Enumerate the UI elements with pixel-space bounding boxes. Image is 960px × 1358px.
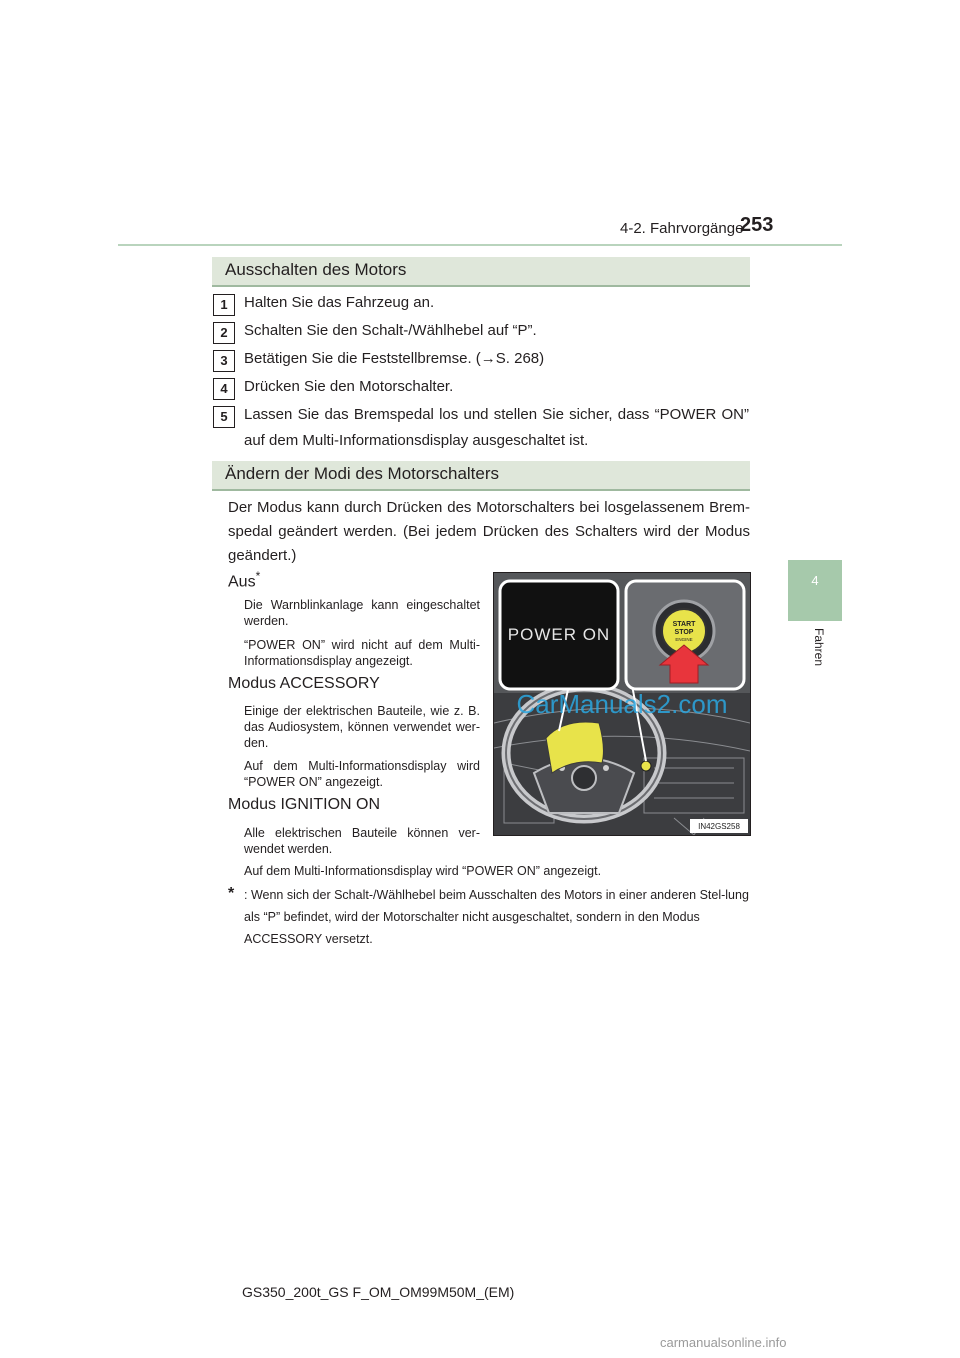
step-text: Schalten Sie den Schalt-/Wählhebel auf “P”. <box>244 322 537 339</box>
chapter-label: Fahren <box>812 628 826 667</box>
step-number: 3 <box>213 350 235 372</box>
mode-title: Modus IGNITION ON <box>228 796 381 813</box>
footnote-star: * <box>228 885 235 902</box>
footer-watermark: carmanualsonline.info <box>660 1335 787 1350</box>
mode-title: Aus* <box>228 569 261 591</box>
button-label-start: START <box>672 621 696 628</box>
section-title-bar <box>212 461 750 491</box>
step-number: 4 <box>213 378 235 400</box>
page-number: 253 <box>740 214 774 236</box>
section-title: Ändern der Modi des Motorschalters <box>225 464 500 483</box>
section-intro: Der Modus kann durch Drücken des Motorschalters bei losgelassenem Brem-spedal geändert werden. (Bei jedem Drücken des Schalters wird der Modus geändert.) <box>228 499 750 564</box>
mode-description: “POWER ON” wird nicht auf dem Multi-Informationsdisplay angezeigt. <box>244 638 480 668</box>
button-label-engine: ENGINE <box>675 637 693 642</box>
footnote-marker: * <box>255 569 261 583</box>
step-number: 1 <box>213 294 235 316</box>
footnote-text: : Wenn sich der Schalt-/Wählhebel beim Ausschalten des Motors in einer anderen Stel-lung als “P” befindet, wird der Motorschalter nicht ausgeschaltet, sondern in den Modus ACCESSORY versetzt. <box>244 888 749 946</box>
header-section: 4-2. Fahrvorgänge <box>620 220 744 237</box>
step-text: Halten Sie das Fahrzeug an. <box>244 294 435 311</box>
mode-description: Einige der elektrischen Bauteile, wie z. B. das Audiosystem, können verwendet wer-den. <box>244 704 480 750</box>
figure-code: IN42GS258 <box>698 822 740 831</box>
mode-description: Auf dem Multi-Informationsdisplay wird “POWER ON” angezeigt. <box>244 864 602 878</box>
step-number: 2 <box>213 322 235 344</box>
mode-title: Modus ACCESSORY <box>228 675 380 692</box>
step-text: Drücken Sie den Motorschalter. <box>244 378 454 395</box>
mode-description: Auf dem Multi-Informationsdisplay wird “POWER ON” angezeigt. <box>244 759 480 789</box>
figure-watermark: CarManuals2.com <box>516 689 728 719</box>
button-label-stop: STOP <box>674 629 694 636</box>
header-rule <box>118 244 842 246</box>
mode-description: Alle elektrischen Bauteile können ver-wendet werden. <box>244 826 480 856</box>
mode-description: Die Warnblinkanlage kann eingeschaltet werden. <box>244 598 480 628</box>
section-title-bar <box>212 257 750 287</box>
engine-switch-illustration <box>494 573 750 835</box>
engine-switch-figure <box>493 572 751 836</box>
section-title: Ausschalten des Motors <box>225 260 407 279</box>
step-text: Betätigen Sie die Feststellbremse. (→S. 268) <box>244 350 545 367</box>
chapter-number: 4 <box>811 573 819 588</box>
footer-model-code: GS350_200t_GS F_OM_OM99M50M_(EM) <box>242 1284 515 1300</box>
step-text: Lassen Sie das Bremspedal los und stellen Sie sicher, dass “POWER ON” auf dem Multi-Informationsdisplay ausgeschaltet ist. <box>244 406 749 449</box>
power-on-display-text: POWER ON <box>507 625 611 644</box>
chapter-tab <box>788 560 842 621</box>
step-number: 5 <box>213 406 235 428</box>
engine-switch-location <box>641 761 651 771</box>
